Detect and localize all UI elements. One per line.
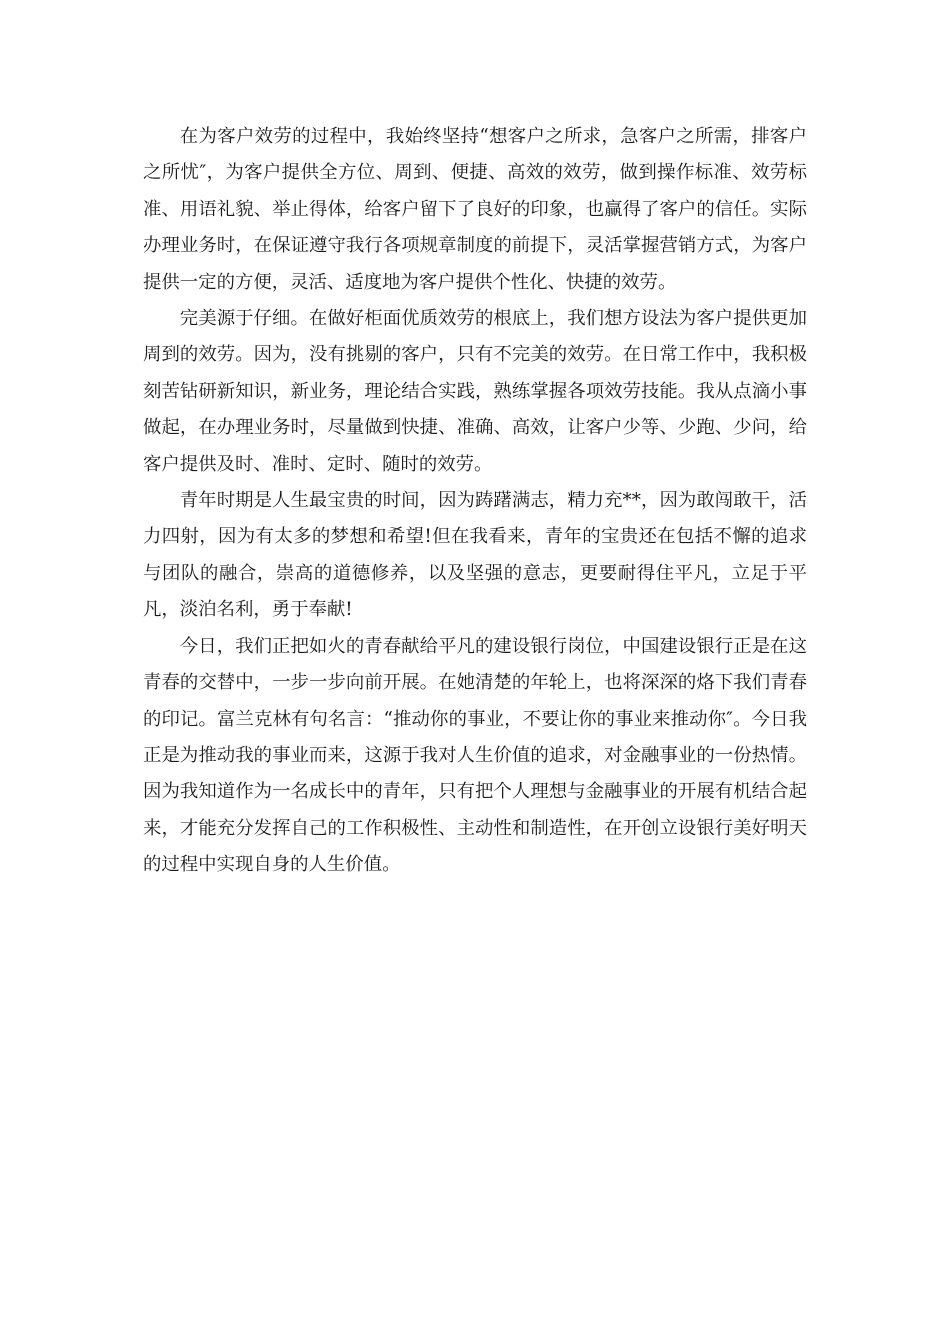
paragraph-service-attitude: 在为客户效劳的过程中，我始终坚持“想客户之所求，急客户之所需，排客户之所忧″，为客户提供全方位、周到、便捷、高效的效劳，做到操作标准、效劳标准、用语礼貌、举止得体，给客户留下了良好的印象，也赢得了客户的信任。实际办理业务时，在保证遵守我行各项规章制度的前提下，灵活掌握营销方式，为客户提供一定的方便，灵活、适度地为客户提供个性化、快捷的效劳。 [143, 126, 807, 293]
paragraph-perfection: 完美源于仔细。在做好柜面优质效劳的根底上，我们想方设法为客户提供更加周到的效劳。因为，没有挑剔的客户，只有不完美的效劳。在日常工作中，我积极刻苦钻研新知识，新业务，理论结合实践，熟练掌握各项效劳技能。我从点滴小事做起，在办理业务时，尽量做到快捷、准确、高效，让客户少等、少跑、少问，给客户提供及时、准时、定时、随时的效劳。 [143, 308, 807, 475]
paragraph-career: 今日，我们正把如火的青春献给平凡的建设银行岗位，中国建设银行正是在这青春的交替中，一步一步向前开展。在她清楚的年轮上，也将深深的烙下我们青春的印记。富兰克林有句名言：“推动你的事业，不要让你的事业来推动你″。今日我正是为推动我的事业而来，这源于我对人生价值的追求，对金融事业的一份热情。因为我知道作为一名成长中的青年，只有把个人理想与金融事业的开展有机结合起来，才能充分发挥自己的工作积极性、主动性和制造性，在开创立设银行美好明天的过程中实现自身的人生价值。 [143, 635, 807, 876]
paragraph-youth: 青年时期是人生最宝贵的时间，因为踌躇满志，精力充**，因为敢闯敢干，活力四射，因为有太多的梦想和希望!但在我看来，青年的宝贵还在包括不懈的追求与团队的融合，崇高的道德修养，以及坚强的意志，更要耐得住平凡，立足于平凡，淡泊名利，勇于奉献! [143, 490, 807, 621]
document-body [143, 119, 807, 884]
